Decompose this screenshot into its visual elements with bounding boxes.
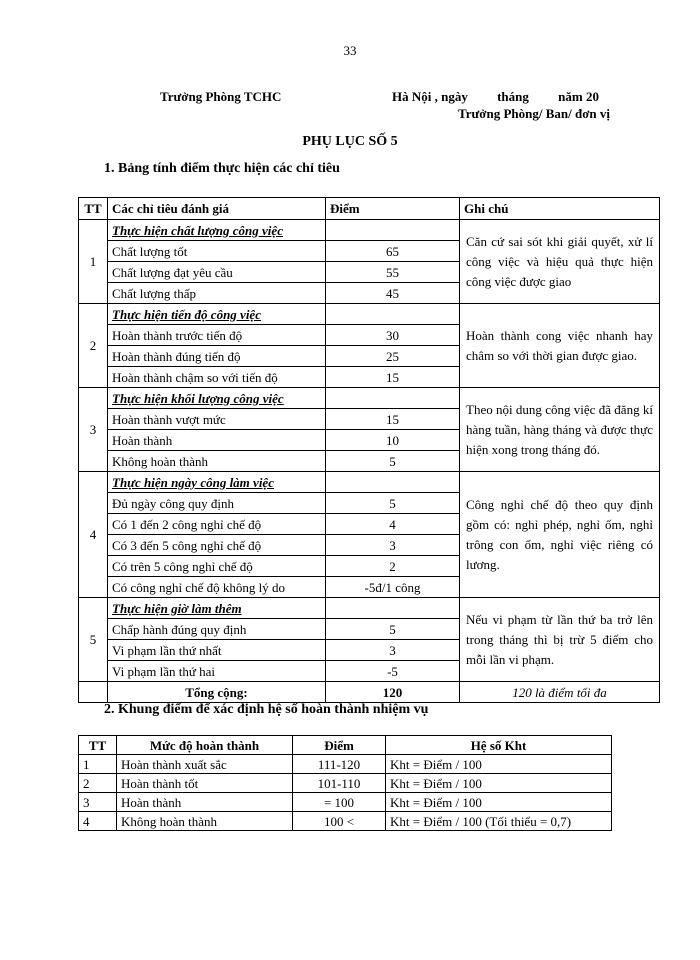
level-score: 111-120 (293, 755, 386, 774)
level-name: Hoàn thành tốt (117, 774, 293, 793)
header-coefficient: Hệ số Kht (386, 736, 612, 755)
criterion-score: 5 (326, 451, 460, 472)
group-note: Công nghỉ chế độ theo quy định gồm có: nghỉ phép, nghỉ ốm, nghỉ trông con ốm, nghỉ việc riêng có lương. (460, 472, 660, 598)
level-coefficient: Kht = Điểm / 100 (386, 774, 612, 793)
criterion-score: -5đ/1 công (326, 577, 460, 598)
group-number: 3 (79, 388, 108, 472)
group-score-empty (326, 220, 460, 241)
group-title: Thực hiện khối lượng công việc (112, 390, 284, 406)
criterion-label: Có 3 đến 5 công nghỉ chế độ (108, 535, 326, 556)
criterion-label: Chất lượng thấp (108, 283, 326, 304)
group-score-empty (326, 388, 460, 409)
criterion-score: 45 (326, 283, 460, 304)
level-score: 101-110 (293, 774, 386, 793)
group-title: Thực hiện giờ làm thêm (112, 600, 242, 616)
appendix-title: PHỤ LỤC SỐ 5 (302, 134, 398, 149)
level-name: Hoàn thành (117, 793, 293, 812)
signature-date-line (392, 89, 599, 105)
group-title-cell (108, 220, 326, 241)
group-title: Thực hiện chất lượng công việc (112, 222, 283, 238)
header-level: Mức độ hoàn thành (117, 736, 293, 755)
level-coefficient: Kht = Điểm / 100 (386, 755, 612, 774)
level-number: 4 (79, 812, 117, 831)
criterion-label: Vi phạm lần thứ hai (108, 661, 326, 682)
criterion-score: 15 (326, 367, 460, 388)
header-tt: TT (79, 198, 108, 220)
header-note: Ghi chú (460, 198, 660, 220)
table-row (79, 793, 612, 812)
level-name: Không hoàn thành (117, 812, 293, 831)
group-number: 1 (79, 220, 108, 304)
group-title-row (79, 220, 660, 241)
criterion-label: Hoàn thành trước tiến độ (108, 325, 326, 346)
group-note: Căn cứ sai sót khi giải quyết, xử lí công việc và hiệu quả thực hiện công việc được giao (460, 220, 660, 304)
criterion-label: Vi phạm lần thứ nhất (108, 640, 326, 661)
criterion-score: 3 (326, 640, 460, 661)
group-title-cell (108, 598, 326, 619)
criterion-label: Hoàn thành vượt mức (108, 409, 326, 430)
page-number: 33 (343, 43, 357, 58)
signature-right-title: Trưởng Phòng/ Ban/ đơn vị (458, 106, 611, 121)
group-number: 2 (79, 304, 108, 388)
group-title-row (79, 472, 660, 493)
criterion-label: Có 1 đến 2 công nghỉ chế độ (108, 514, 326, 535)
criterion-score: 30 (326, 325, 460, 346)
section-2-title: 2. Khung điểm để xác định hệ số hoàn thành nhiệm vụ (104, 702, 429, 717)
criteria-score-table (78, 197, 660, 703)
criterion-label: Chấp hành đúng quy định (108, 619, 326, 640)
group-number: 5 (79, 598, 108, 682)
criterion-label: Không hoàn thành (108, 451, 326, 472)
criterion-score: 10 (326, 430, 460, 451)
group-note: Theo nội dung công việc đã đăng kí hàng tuần, hàng tháng và được thực hiện xong trong tháng đó. (460, 388, 660, 472)
criterion-label: Có công nghỉ chế độ không lý do (108, 577, 326, 598)
criterion-label: Chất lượng đạt yêu cầu (108, 262, 326, 283)
level-coefficient: Kht = Điểm / 100 (Tối thiểu = 0,7) (386, 812, 612, 831)
criterion-score: 2 (326, 556, 460, 577)
table-header-row (79, 198, 660, 220)
group-score-empty (326, 304, 460, 325)
criterion-score: 5 (326, 493, 460, 514)
total-row (79, 682, 660, 703)
criterion-label: Có trên 5 công nghỉ chế độ (108, 556, 326, 577)
criterion-score: 5 (326, 619, 460, 640)
group-title-cell (108, 472, 326, 493)
total-score: 120 (326, 682, 460, 703)
total-note: 120 là điểm tối đa (460, 682, 660, 703)
group-title: Thực hiện ngày công làm việc (112, 474, 274, 490)
criterion-score: 3 (326, 535, 460, 556)
coefficient-table-body (79, 755, 612, 831)
level-score: = 100 (293, 793, 386, 812)
total-label: Tổng cộng: (108, 682, 326, 703)
group-number: 4 (79, 472, 108, 598)
signature-date-text: Hà Nội , ngày tháng năm 20 (392, 89, 599, 104)
group-note: Hoàn thành cong việc nhanh hay châm so với thời gian được giao. (460, 304, 660, 388)
level-score: 100 < (293, 812, 386, 831)
criterion-label: Chất lượng tốt (108, 241, 326, 262)
criterion-score: 65 (326, 241, 460, 262)
group-title-cell (108, 388, 326, 409)
group-title-row (79, 598, 660, 619)
level-name: Hoàn thành xuất sắc (117, 755, 293, 774)
group-score-empty (326, 598, 460, 619)
group-score-empty (326, 472, 460, 493)
signature-left-title: Trưởng Phòng TCHC (160, 89, 282, 104)
header-score: Điểm (326, 198, 460, 220)
group-title-row (79, 388, 660, 409)
criterion-score: 25 (326, 346, 460, 367)
level-number: 1 (79, 755, 117, 774)
table-row (79, 755, 612, 774)
level-number: 2 (79, 774, 117, 793)
criterion-score: 15 (326, 409, 460, 430)
group-title: Thực hiện tiến độ công việc (112, 306, 261, 322)
header-tt: TT (79, 736, 117, 755)
criterion-label: Hoàn thành (108, 430, 326, 451)
group-title-cell (108, 304, 326, 325)
criterion-label: Hoàn thành đúng tiến độ (108, 346, 326, 367)
table-row (79, 812, 612, 831)
criterion-score: 4 (326, 514, 460, 535)
group-title-row (79, 304, 660, 325)
completion-coefficient-table (78, 735, 612, 831)
criterion-label: Đủ ngày công quy định (108, 493, 326, 514)
section-1-title: 1. Bảng tính điểm thực hiện các chỉ tiêu (104, 161, 340, 176)
header-score: Điểm (293, 736, 386, 755)
criterion-score: 55 (326, 262, 460, 283)
criterion-label: Hoàn thành chậm so với tiến độ (108, 367, 326, 388)
criterion-score: -5 (326, 661, 460, 682)
table-row (79, 774, 612, 793)
total-empty (79, 682, 108, 703)
table-header-row (79, 736, 612, 755)
level-coefficient: Kht = Điểm / 100 (386, 793, 612, 812)
level-number: 3 (79, 793, 117, 812)
criteria-table-body (79, 220, 660, 703)
group-note: Nếu vi phạm từ lần thứ ba trở lên trong tháng thì bị trừ 5 điểm cho mỗi lần vi phạm. (460, 598, 660, 682)
header-criteria: Các chỉ tiêu đánh giá (108, 198, 326, 220)
